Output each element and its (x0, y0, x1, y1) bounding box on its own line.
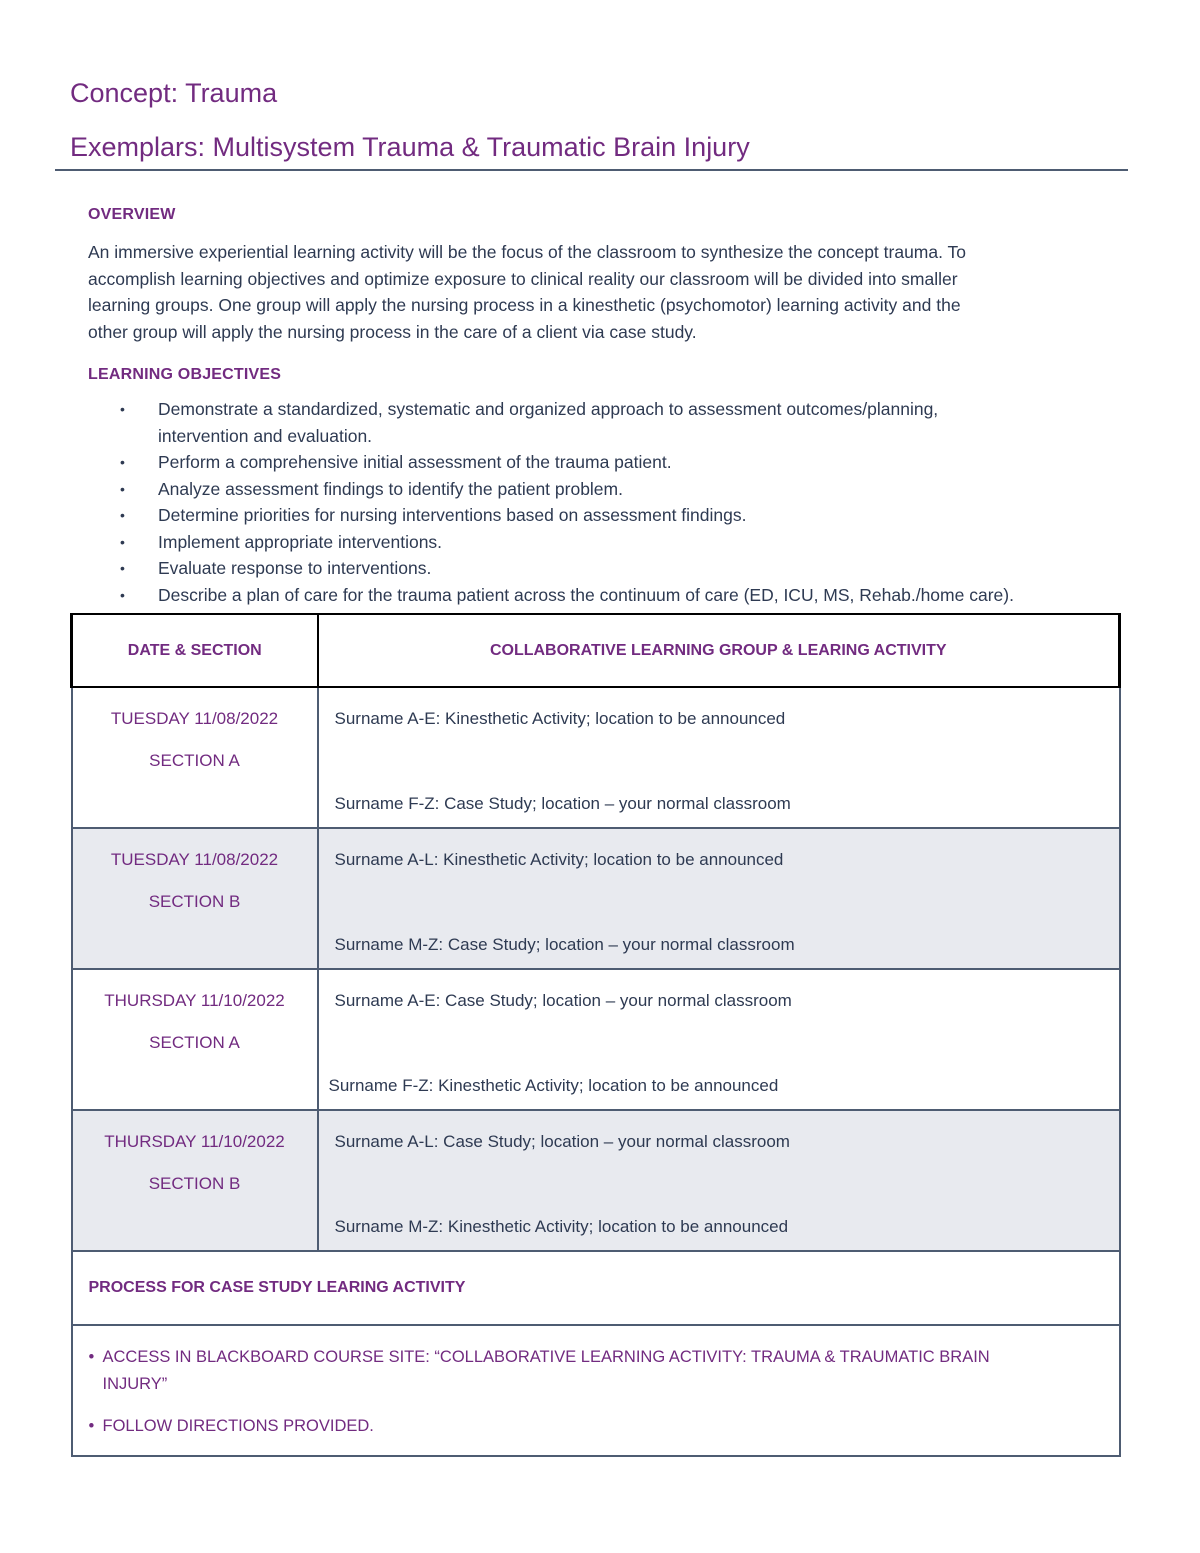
objective-text: Evaluate response to interventions. (158, 558, 432, 578)
overview-line: other group will apply the nursing process in the care of a client via case study. (88, 322, 697, 343)
overview-line: learning groups. One group will apply the nursing process in a kinesthetic (psychomotor) learning activity and the (88, 295, 961, 316)
session-date: THURSDAY 11/10/2022 (104, 991, 285, 1010)
bullet-icon: • (120, 533, 125, 550)
process-list (73, 1326, 1119, 1440)
objective-text: Demonstrate a standardized, systematic and organized approach to assessment outcomes/planning, (158, 399, 939, 419)
group-assignment: Surname F-Z: Kinesthetic Activity; location to be announced (328, 1076, 779, 1095)
objectives-list (0, 396, 1200, 608)
group-assignment: Surname M-Z: Kinesthetic Activity; location to be announced (334, 1217, 789, 1236)
date-section-cell (72, 687, 318, 828)
overview-paragraph (88, 239, 1098, 346)
schedule-header-row (72, 614, 1120, 687)
objective-text: Determine priorities for nursing interventions based on assessment findings. (158, 505, 747, 525)
process-text-continued: INJURY” (102, 1375, 168, 1393)
concept-title: Concept: Trauma (70, 78, 278, 108)
bullet-icon: • (88, 1417, 95, 1435)
session-date: THURSDAY 11/10/2022 (104, 1132, 285, 1151)
schedule-table (70, 613, 1121, 1457)
session-section: SECTION B (148, 1174, 241, 1193)
session-date: TUESDAY 11/08/2022 (110, 709, 279, 728)
bullet-icon: • (120, 507, 125, 523)
objective-text: Perform a comprehensive initial assessment of the trauma patient. (158, 452, 672, 472)
group-activity-cell (318, 828, 1120, 969)
process-item (89, 1413, 1119, 1440)
objectives-heading: LEARNING OBJECTIVES (88, 366, 282, 383)
date-section-cell (72, 828, 318, 969)
objective-item (0, 582, 1200, 609)
overview-line: An immersive experiential learning activity will be the focus of the classroom to synthesize the concept trauma. To (88, 242, 967, 262)
group-activity-cell (318, 969, 1120, 1110)
session-date: TUESDAY 11/08/2022 (110, 850, 279, 869)
process-text: FOLLOW DIRECTIONS PROVIDED. (102, 1417, 374, 1435)
process-text: ACCESS IN BLACKBOARD COURSE SITE: “COLLABORATIVE LEARNING ACTIVITY: TRAUMA & TRAUMATIC BRAIN (102, 1348, 990, 1366)
bullet-icon: • (120, 401, 125, 417)
schedule-row (72, 1110, 1120, 1251)
schedule-row (72, 828, 1120, 969)
process-item (89, 1344, 1119, 1398)
date-section-cell (72, 1110, 318, 1251)
group-assignment: Surname A-L: Case Study; location – your normal classroom (334, 1132, 790, 1151)
session-section: SECTION B (148, 892, 241, 911)
process-heading-row (72, 1251, 1120, 1325)
objective-item (0, 449, 1200, 476)
group-activity-cell (318, 687, 1120, 828)
objective-text: Implement appropriate interventions. (158, 531, 443, 552)
column-header-date: DATE & SECTION (72, 614, 318, 687)
objective-text: Analyze assessment findings to identify the patient problem. (158, 478, 623, 499)
objective-item (0, 555, 1200, 582)
group-assignment: Surname A-E: Kinesthetic Activity; location to be announced (334, 709, 786, 728)
bullet-icon: • (120, 454, 125, 470)
group-assignment: Surname A-L: Kinesthetic Activity; location to be announced (334, 850, 784, 869)
objective-item (0, 396, 1200, 449)
group-assignment: Surname F-Z: Case Study; location – your normal classroom (334, 794, 791, 813)
schedule-row (72, 687, 1120, 828)
group-activity-cell (318, 1110, 1120, 1251)
bullet-icon: • (88, 1348, 95, 1366)
process-body-cell (72, 1325, 1120, 1456)
group-assignment: Surname A-E: Case Study; location – your normal classroom (334, 991, 792, 1010)
process-body-row (72, 1325, 1120, 1456)
objective-item (0, 476, 1200, 503)
objective-text-continued: intervention and evaluation. (158, 425, 373, 446)
overview-heading: OVERVIEW (88, 206, 176, 223)
objective-text: Describe a plan of care for the trauma patient across the continuum of care (ED, ICU, MS, Rehab./home care). (158, 584, 1014, 605)
session-section: SECTION A (149, 751, 240, 770)
overview-line: accomplish learning objectives and optimize exposure to clinical reality our classroom will be divided into smaller (88, 268, 958, 289)
process-heading: PROCESS FOR CASE STUDY LEARING ACTIVITY (88, 1279, 466, 1296)
schedule-row (72, 969, 1120, 1110)
column-header-group: COLLABORATIVE LEARNING GROUP & LEARING ACTIVITY (318, 614, 1120, 687)
process-heading-cell (72, 1251, 1120, 1325)
exemplars-title: Exemplars: Multisystem Trauma & Traumatic Brain Injury (70, 132, 750, 162)
objective-item (0, 529, 1200, 556)
objective-item (0, 502, 1200, 529)
bullet-icon: • (120, 480, 125, 497)
group-assignment: Surname M-Z: Case Study; location – your normal classroom (334, 935, 795, 954)
session-section: SECTION A (149, 1033, 240, 1052)
bullet-icon: • (120, 560, 125, 576)
bullet-icon: • (120, 586, 125, 603)
title-divider (55, 169, 1128, 171)
date-section-cell (72, 969, 318, 1110)
